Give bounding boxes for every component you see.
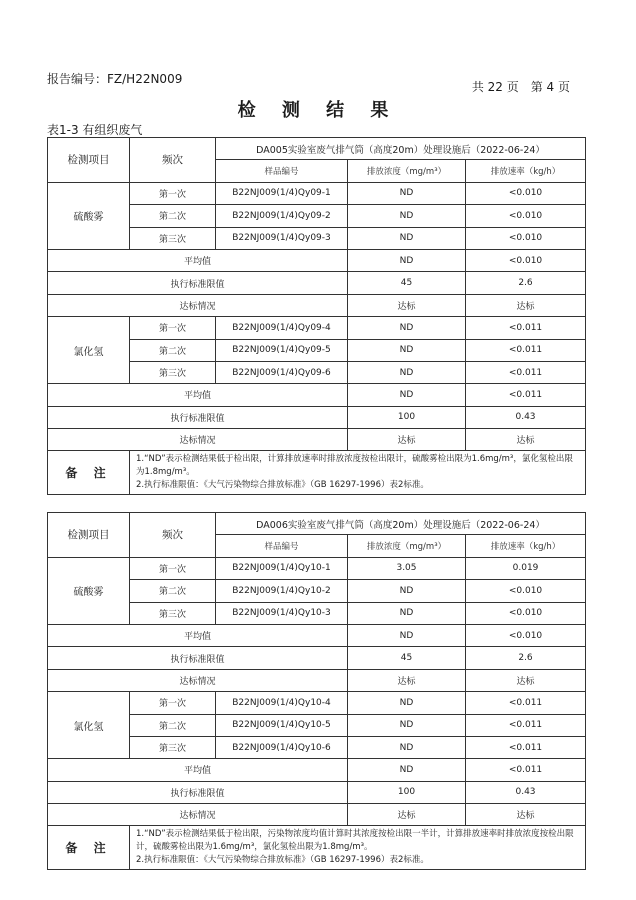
- notes-row: [48, 826, 586, 870]
- status-concentration: 达标: [348, 294, 466, 316]
- avg-row: [48, 384, 586, 406]
- frequency-cell: 第二次: [130, 339, 216, 361]
- pollutant-name: 氯化氢: [48, 692, 130, 759]
- rate-cell: <0.010: [466, 182, 586, 204]
- avg-rate: <0.011: [466, 384, 586, 406]
- notes-content: [130, 826, 586, 870]
- concentration-cell: ND: [348, 182, 466, 204]
- frequency-cell: 第一次: [130, 557, 216, 579]
- sample-id-cell: B22NJ009(1/4)Qy10-5: [216, 714, 348, 736]
- status-concentration: 达标: [348, 804, 466, 826]
- pollutant-name: 氯化氢: [48, 317, 130, 384]
- limit-row: [48, 272, 586, 294]
- concentration-cell: ND: [348, 339, 466, 361]
- status-row: [48, 669, 586, 691]
- frequency-cell: 第一次: [130, 182, 216, 204]
- table-row: [48, 692, 586, 714]
- rate-cell: 0.019: [466, 557, 586, 579]
- rate-cell: <0.010: [466, 227, 586, 249]
- sample-id-cell: B22NJ009(1/4)Qy10-6: [216, 736, 348, 758]
- pollutant-name: 硫酸雾: [48, 557, 130, 624]
- limit-concentration: 100: [348, 781, 466, 803]
- rate-cell: <0.011: [466, 736, 586, 758]
- status-label: 达标情况: [48, 294, 348, 316]
- limit-concentration: 45: [348, 272, 466, 294]
- status-rate: 达标: [466, 429, 586, 451]
- avg-concentration: ND: [348, 384, 466, 406]
- col-header-item: 检测项目: [48, 513, 130, 558]
- col-header-sample-id: 样品编号: [216, 160, 348, 182]
- header-row-1: [48, 138, 586, 160]
- avg-row: [48, 249, 586, 271]
- col-header-concentration: 排放浓度（mg/m³）: [348, 160, 466, 182]
- note-line: 1.“ND”表示检测结果低于检出限，污染物浓度均值计算时其浓度按检出限一半计，计算排放速率时排放浓度按检出限计，硫酸雾检出限为1.6mg/m³，氯化氢检出限为1.8mg/m³。: [136, 829, 574, 853]
- rate-cell: <0.011: [466, 692, 586, 714]
- concentration-cell: ND: [348, 736, 466, 758]
- frequency-cell: 第二次: [130, 714, 216, 736]
- note-line: 1.“ND”表示检测结果低于检出限，计算排放速率时排放浓度按检出限计，硫酸雾检出限为1.6mg/m³，氯化氢检出限为1.8mg/m³。: [136, 454, 573, 478]
- concentration-cell: ND: [348, 205, 466, 227]
- status-rate: 达标: [466, 294, 586, 316]
- rate-cell: <0.011: [466, 361, 586, 383]
- rate-cell: <0.011: [466, 714, 586, 736]
- concentration-cell: ND: [348, 580, 466, 602]
- status-concentration: 达标: [348, 429, 466, 451]
- sample-id-cell: B22NJ009(1/4)Qy09-4: [216, 317, 348, 339]
- notes-content: [130, 451, 586, 495]
- results-table-da006: [47, 512, 586, 870]
- avg-concentration: ND: [348, 624, 466, 646]
- col-header-rate: 排放速率（kg/h）: [466, 160, 586, 182]
- frequency-cell: 第三次: [130, 227, 216, 249]
- sample-id-cell: B22NJ009(1/4)Qy10-2: [216, 580, 348, 602]
- sample-id-cell: B22NJ009(1/4)Qy09-3: [216, 227, 348, 249]
- status-row: [48, 294, 586, 316]
- col-header-frequency: 频次: [130, 513, 216, 558]
- limit-rate: 2.6: [466, 647, 586, 669]
- table-row: [48, 317, 586, 339]
- frequency-cell: 第三次: [130, 602, 216, 624]
- limit-label: 执行标准限值: [48, 781, 348, 803]
- limit-concentration: 100: [348, 406, 466, 428]
- sample-id-cell: B22NJ009(1/4)Qy10-3: [216, 602, 348, 624]
- avg-rate: <0.011: [466, 759, 586, 781]
- frequency-cell: 第一次: [130, 317, 216, 339]
- status-rate: 达标: [466, 669, 586, 691]
- frequency-cell: 第三次: [130, 736, 216, 758]
- notes-label: 备 注: [48, 451, 130, 495]
- concentration-cell: ND: [348, 317, 466, 339]
- frequency-cell: 第一次: [130, 692, 216, 714]
- avg-row: [48, 624, 586, 646]
- concentration-cell: ND: [348, 714, 466, 736]
- status-label: 达标情况: [48, 429, 348, 451]
- table-caption: DA006实验室废气排气筒（高度20m）处理设施后（2022-06-24）: [216, 513, 586, 535]
- concentration-cell: 3.05: [348, 557, 466, 579]
- avg-label: 平均值: [48, 249, 348, 271]
- sample-id-cell: B22NJ009(1/4)Qy09-5: [216, 339, 348, 361]
- sample-id-cell: B22NJ009(1/4)Qy10-4: [216, 692, 348, 714]
- status-concentration: 达标: [348, 669, 466, 691]
- table-row: [48, 557, 586, 579]
- notes-label: 备 注: [48, 826, 130, 870]
- notes-row: [48, 451, 586, 495]
- status-row: [48, 804, 586, 826]
- limit-rate: 0.43: [466, 406, 586, 428]
- rate-cell: <0.010: [466, 602, 586, 624]
- concentration-cell: ND: [348, 361, 466, 383]
- table-label: 表1-3 有组织废气: [47, 123, 143, 137]
- note-line: 2.执行标准限值：《大气污染物综合排放标准》（GB 16297-1996）表2标准。: [136, 480, 429, 491]
- pollutant-name: 硫酸雾: [48, 182, 130, 249]
- concentration-cell: ND: [348, 692, 466, 714]
- page-counter: 共 22 页 第 4 页: [471, 80, 570, 94]
- sample-id-cell: B22NJ009(1/4)Qy09-1: [216, 182, 348, 204]
- col-header-item: 检测项目: [48, 138, 130, 183]
- avg-concentration: ND: [348, 249, 466, 271]
- avg-rate: <0.010: [466, 249, 586, 271]
- frequency-cell: 第三次: [130, 361, 216, 383]
- limit-label: 执行标准限值: [48, 647, 348, 669]
- status-label: 达标情况: [48, 669, 348, 691]
- col-header-frequency: 频次: [130, 138, 216, 183]
- col-header-concentration: 排放浓度（mg/m³）: [348, 535, 466, 557]
- avg-label: 平均值: [48, 384, 348, 406]
- limit-rate: 0.43: [466, 781, 586, 803]
- rate-cell: <0.010: [466, 205, 586, 227]
- table-row: [48, 182, 586, 204]
- sample-id-cell: B22NJ009(1/4)Qy10-1: [216, 557, 348, 579]
- results-table-da005: [47, 137, 586, 495]
- report-number: 报告编号：FZ/H22N009: [47, 72, 183, 86]
- status-rate: 达标: [466, 804, 586, 826]
- limit-label: 执行标准限值: [48, 272, 348, 294]
- table-caption: DA005实验室废气排气筒（高度20m）处理设施后（2022-06-24）: [216, 138, 586, 160]
- status-row: [48, 429, 586, 451]
- avg-label: 平均值: [48, 759, 348, 781]
- sample-id-cell: B22NJ009(1/4)Qy09-2: [216, 205, 348, 227]
- rate-cell: <0.011: [466, 317, 586, 339]
- header-row-1: [48, 513, 586, 535]
- frequency-cell: 第二次: [130, 205, 216, 227]
- limit-concentration: 45: [348, 647, 466, 669]
- concentration-cell: ND: [348, 227, 466, 249]
- rate-cell: <0.011: [466, 339, 586, 361]
- avg-label: 平均值: [48, 624, 348, 646]
- col-header-sample-id: 样品编号: [216, 535, 348, 557]
- sample-id-cell: B22NJ009(1/4)Qy09-6: [216, 361, 348, 383]
- col-header-rate: 排放速率（kg/h）: [466, 535, 586, 557]
- limit-rate: 2.6: [466, 272, 586, 294]
- rate-cell: <0.010: [466, 580, 586, 602]
- note-line: 2.执行标准限值：《大气污染物综合排放标准》（GB 16297-1996）表2标准。: [136, 855, 429, 866]
- avg-row: [48, 759, 586, 781]
- avg-concentration: ND: [348, 759, 466, 781]
- concentration-cell: ND: [348, 602, 466, 624]
- limit-label: 执行标准限值: [48, 406, 348, 428]
- limit-row: [48, 406, 586, 428]
- status-label: 达标情况: [48, 804, 348, 826]
- frequency-cell: 第二次: [130, 580, 216, 602]
- limit-row: [48, 781, 586, 803]
- avg-rate: <0.010: [466, 624, 586, 646]
- page-title: 检 测 结 果: [237, 100, 399, 121]
- limit-row: [48, 647, 586, 669]
